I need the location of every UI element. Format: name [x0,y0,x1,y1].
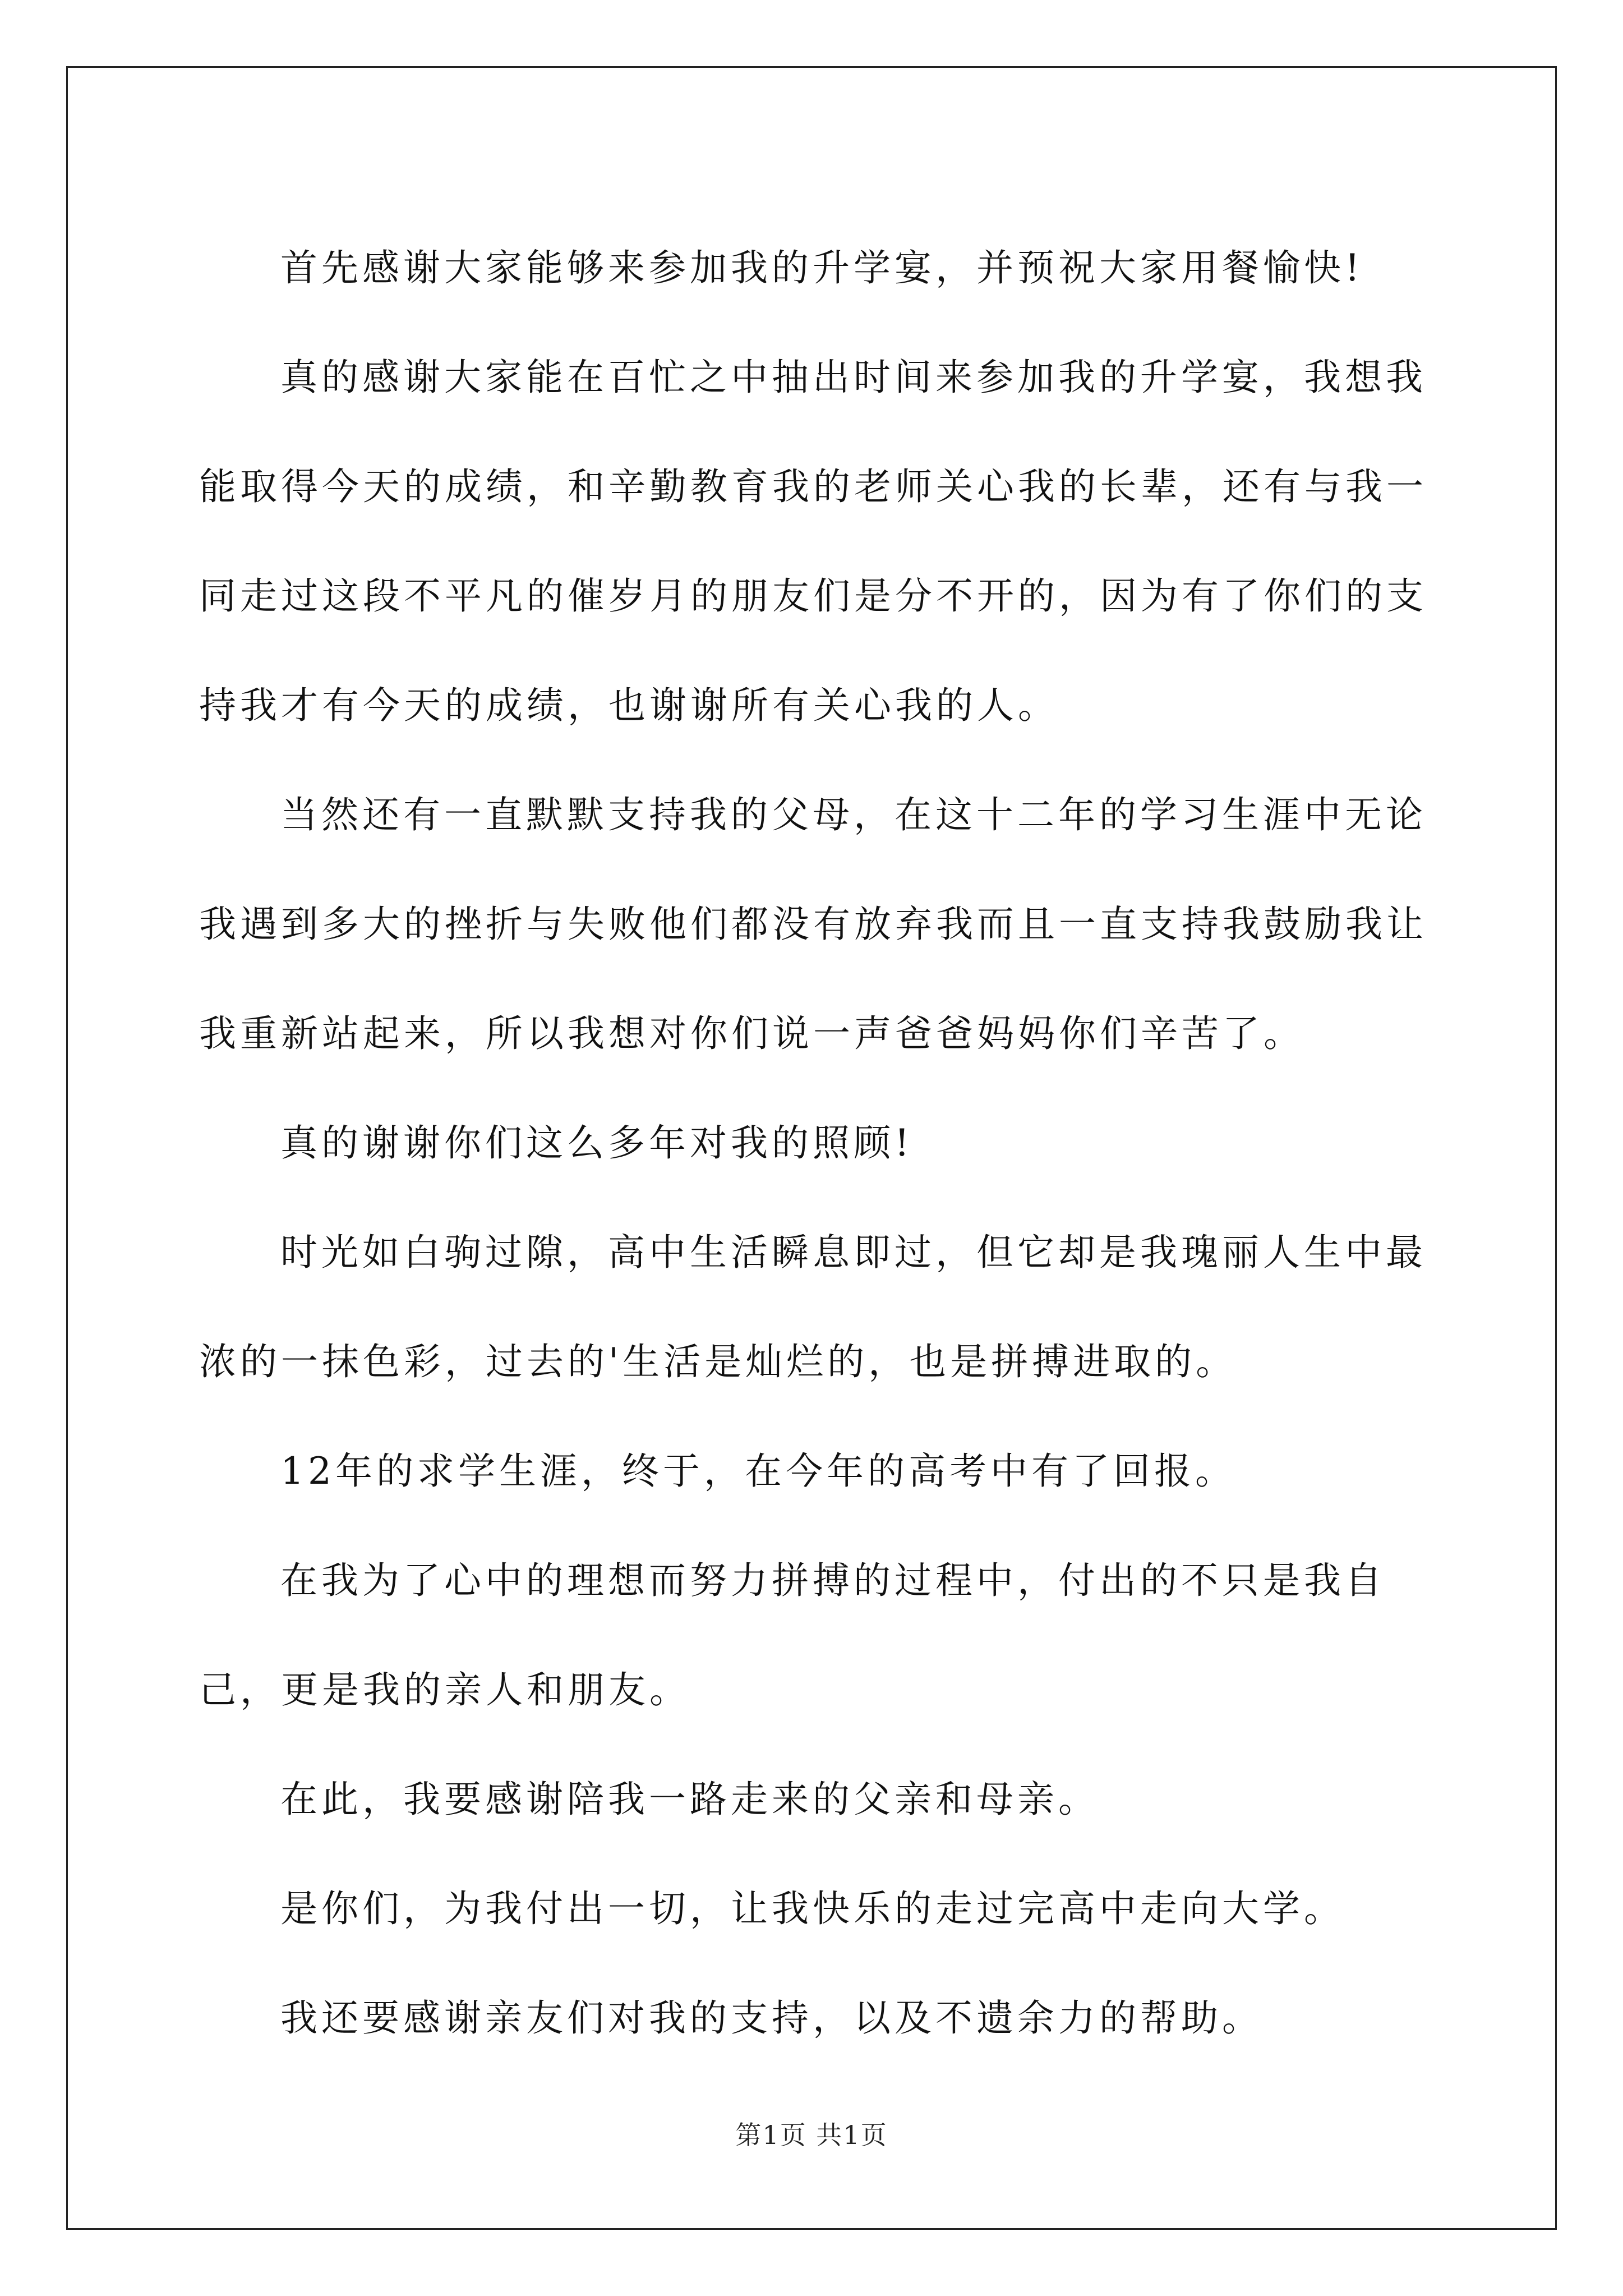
paragraph-4: 真的谢谢你们这么多年对我的照顾! [280,1121,914,1165]
document-body [199,213,1433,2073]
paragraph-3: 当然还有一直默默支持我的父母，在这十二年的学习生涯中无论我遇到多大的挫折与失败他们都没有放弃我而且一直支持我鼓励我让我重新站起来，所以我想对你们说一声爸爸妈妈你们辛苦了。 [199,793,1427,1055]
paragraph-6: 12年的求学生涯，终于，在今年的高考中有了回报。 [280,1450,1236,1493]
paragraph-8: 在此，我要感谢陪我一路走来的父亲和母亲。 [280,1778,1099,1821]
paragraph-9: 是你们，为我付出一切，让我快乐的走过完高中走向大学。 [280,1887,1345,1930]
paragraph-10: 我还要感谢亲友们对我的支持，以及不遗余力的帮助。 [280,1996,1263,2040]
paragraph-2: 真的感谢大家能在百忙之中抽出时间来参加我的升学宴，我想我能取得今天的成绩，和辛勤教育我的老师关心我的长辈，还有与我一同走过这段不平凡的催岁月的朋友们是分不开的，因为有了你们的支持我才有今天的成绩，也谢谢所有关心我的人。 [199,356,1427,727]
paragraph-7: 在我为了心中的理想而努力拼搏的过程中，付出的不只是我自己，更是我的亲人和朋友。 [199,1559,1386,1711]
paragraph-1: 首先感谢大家能够来参加我的升学宴，并预祝大家用餐愉快! [280,246,1364,289]
page-footer: 第1页 共1页 [735,2120,888,2150]
paragraph-5: 时光如白驹过隙，高中生活瞬息即过，但它却是我瑰丽人生中最浓的一抹色彩，过去的'生活是灿烂的，也是拼搏进取的。 [199,1231,1427,1383]
